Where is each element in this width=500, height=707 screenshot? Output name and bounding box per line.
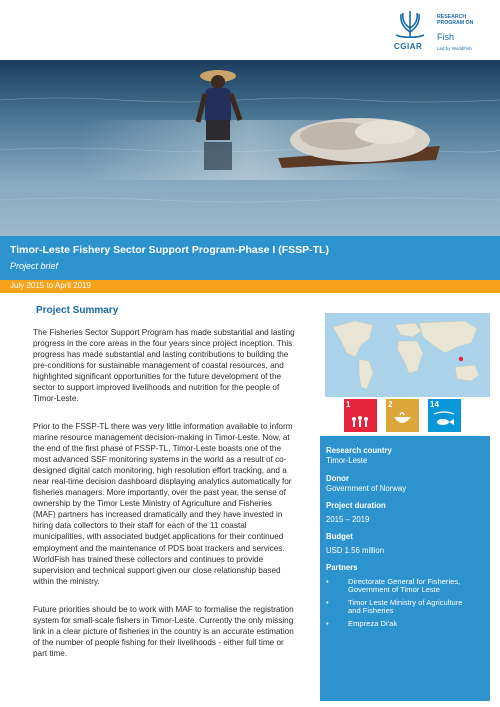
paragraph-line: progress in the core areas in the four years since project inception. This bbox=[33, 339, 293, 349]
bullet: • bbox=[326, 619, 329, 628]
project-title: Timor-Leste Fishery Sector Support Program-Phase I (FSSP-TL) bbox=[10, 244, 329, 256]
summary-heading: Project Summary bbox=[36, 305, 119, 316]
paragraph-line: Future priorities should be to work with MAF to formalise the registration bbox=[33, 605, 294, 614]
led-by-label: Led by WorldFish bbox=[437, 46, 472, 51]
fish-label: Fish bbox=[437, 32, 455, 42]
paragraph-line: designed digital catch monitoring, high resolution effort tracking, and a bbox=[33, 466, 287, 476]
timor-leste-marker-icon bbox=[459, 357, 463, 361]
paragraph-line: WorldFish has trained these collectors and continues to provide bbox=[33, 554, 264, 564]
duration-label: Project duration bbox=[326, 501, 386, 510]
partner-item bbox=[326, 620, 486, 630]
research-country-label: Research country bbox=[326, 446, 392, 455]
partner-item bbox=[326, 599, 486, 617]
paragraph-line: (MAF) partners has increased dramatically and they have invested in bbox=[33, 510, 283, 520]
paragraph-line: of the number of people fishing for their livelihoods - either full time or bbox=[33, 638, 284, 648]
paragraph-line: municipalities, with associated budget applications for their continued bbox=[33, 532, 284, 542]
summary-paragraph-1 bbox=[33, 327, 318, 404]
sdg-2-zero-hunger-icon bbox=[386, 399, 419, 432]
summary-paragraph-2 bbox=[33, 421, 318, 587]
world-map bbox=[325, 313, 490, 397]
hero-photo bbox=[0, 60, 500, 236]
sdg-14-life-below-water-icon bbox=[428, 399, 461, 432]
partner-line: and Fisheries bbox=[348, 606, 394, 616]
cgiar-leaf-icon bbox=[393, 8, 427, 42]
sdg-number: 1 bbox=[346, 400, 351, 409]
paragraph-line: ownership by the Timor Leste Ministry of Agriculture and Fisheries bbox=[33, 499, 272, 509]
partners-label: Partners bbox=[326, 563, 358, 572]
bullet: • bbox=[326, 577, 329, 586]
page-header bbox=[0, 0, 500, 60]
paragraph-line: pre-conditions for sustainable management of coastal resources, and bbox=[33, 361, 284, 371]
research-country-value: Timor-Leste bbox=[326, 456, 368, 465]
title-band bbox=[0, 236, 500, 280]
paragraph-line: sector to support improved livelihoods and nutrition for the people of bbox=[33, 383, 280, 393]
paragraph-line: supervision and technical support given our close relationship based bbox=[33, 565, 281, 575]
sdg-1-no-poverty-icon bbox=[344, 399, 377, 432]
paragraph-line: part time. bbox=[33, 649, 68, 659]
program-label: RESEARCH PROGRAM ON bbox=[437, 14, 474, 26]
paragraph-line: Prior to the FSSP-TL there was very little information available to inform bbox=[33, 422, 293, 431]
cgiar-wordmark: CGIAR bbox=[394, 42, 423, 51]
sdg-number: 2 bbox=[388, 400, 393, 409]
bullet: • bbox=[326, 598, 329, 607]
donor-value: Government of Norway bbox=[326, 484, 407, 493]
paragraph-line: progress has made substantial and lasting contributions to building the bbox=[33, 350, 289, 360]
world-map-icon bbox=[325, 313, 490, 397]
partner-line: Government of Timor Leste bbox=[348, 585, 441, 595]
paragraph-line: marine resource management decision-making in Timor-Leste. Now, at bbox=[33, 433, 290, 443]
project-dates: July 2015 to April 2019 bbox=[10, 281, 91, 290]
cgiar-fish-logo bbox=[393, 8, 493, 54]
paragraph-line: fisheries managers. More importantly, over the past year, the sense of bbox=[33, 488, 286, 498]
paragraph-line: employment and the maintenance of PDS boat trackers and services. bbox=[33, 543, 285, 553]
partner-line: Timor Leste Ministry of Agriculture bbox=[348, 598, 463, 607]
partner-item bbox=[326, 578, 486, 596]
budget-value: USD 1.56 million bbox=[326, 546, 385, 555]
paragraph-line: most advanced SSF monitoring systems in the world as a result of co- bbox=[33, 455, 287, 465]
paragraph-line: the end of the first phase of FSSP-TL, Timor-Leste boasts one of the bbox=[33, 444, 282, 454]
sdg-icons bbox=[344, 399, 462, 432]
paragraph-line: The Fisheries Sector Support Program has made substantial and lasting bbox=[33, 328, 295, 337]
paragraph-line: highlighted significant opportunities for the future development of the bbox=[33, 372, 282, 382]
project-subtitle: Project brief bbox=[10, 261, 59, 271]
donor-label: Donor bbox=[326, 474, 349, 483]
paragraph-line: hiring data collectors to their staff for each of the 11 coastal bbox=[33, 521, 247, 531]
partner-line: Directorate General for Fisheries, bbox=[348, 577, 461, 586]
paragraph-line: Timor-Leste. bbox=[33, 394, 79, 404]
duration-value: 2015 – 2019 bbox=[326, 515, 370, 524]
paragraph-line: link in a clear picture of fisheries in the country is an accurate estimation bbox=[33, 627, 294, 637]
budget-label: Budget bbox=[326, 532, 353, 541]
partner-line: Empreza Di'ak bbox=[348, 619, 398, 628]
paragraph-line: system for small-scale fishers in Timor-Leste. Currently the only missing bbox=[33, 616, 294, 626]
summary-paragraph-3 bbox=[33, 604, 318, 659]
sdg-number: 14 bbox=[430, 400, 439, 409]
paragraph-line: near real-time decision dashboard displaying analytics automatically for bbox=[33, 477, 292, 487]
paragraph-line: within the ministry. bbox=[33, 576, 100, 586]
